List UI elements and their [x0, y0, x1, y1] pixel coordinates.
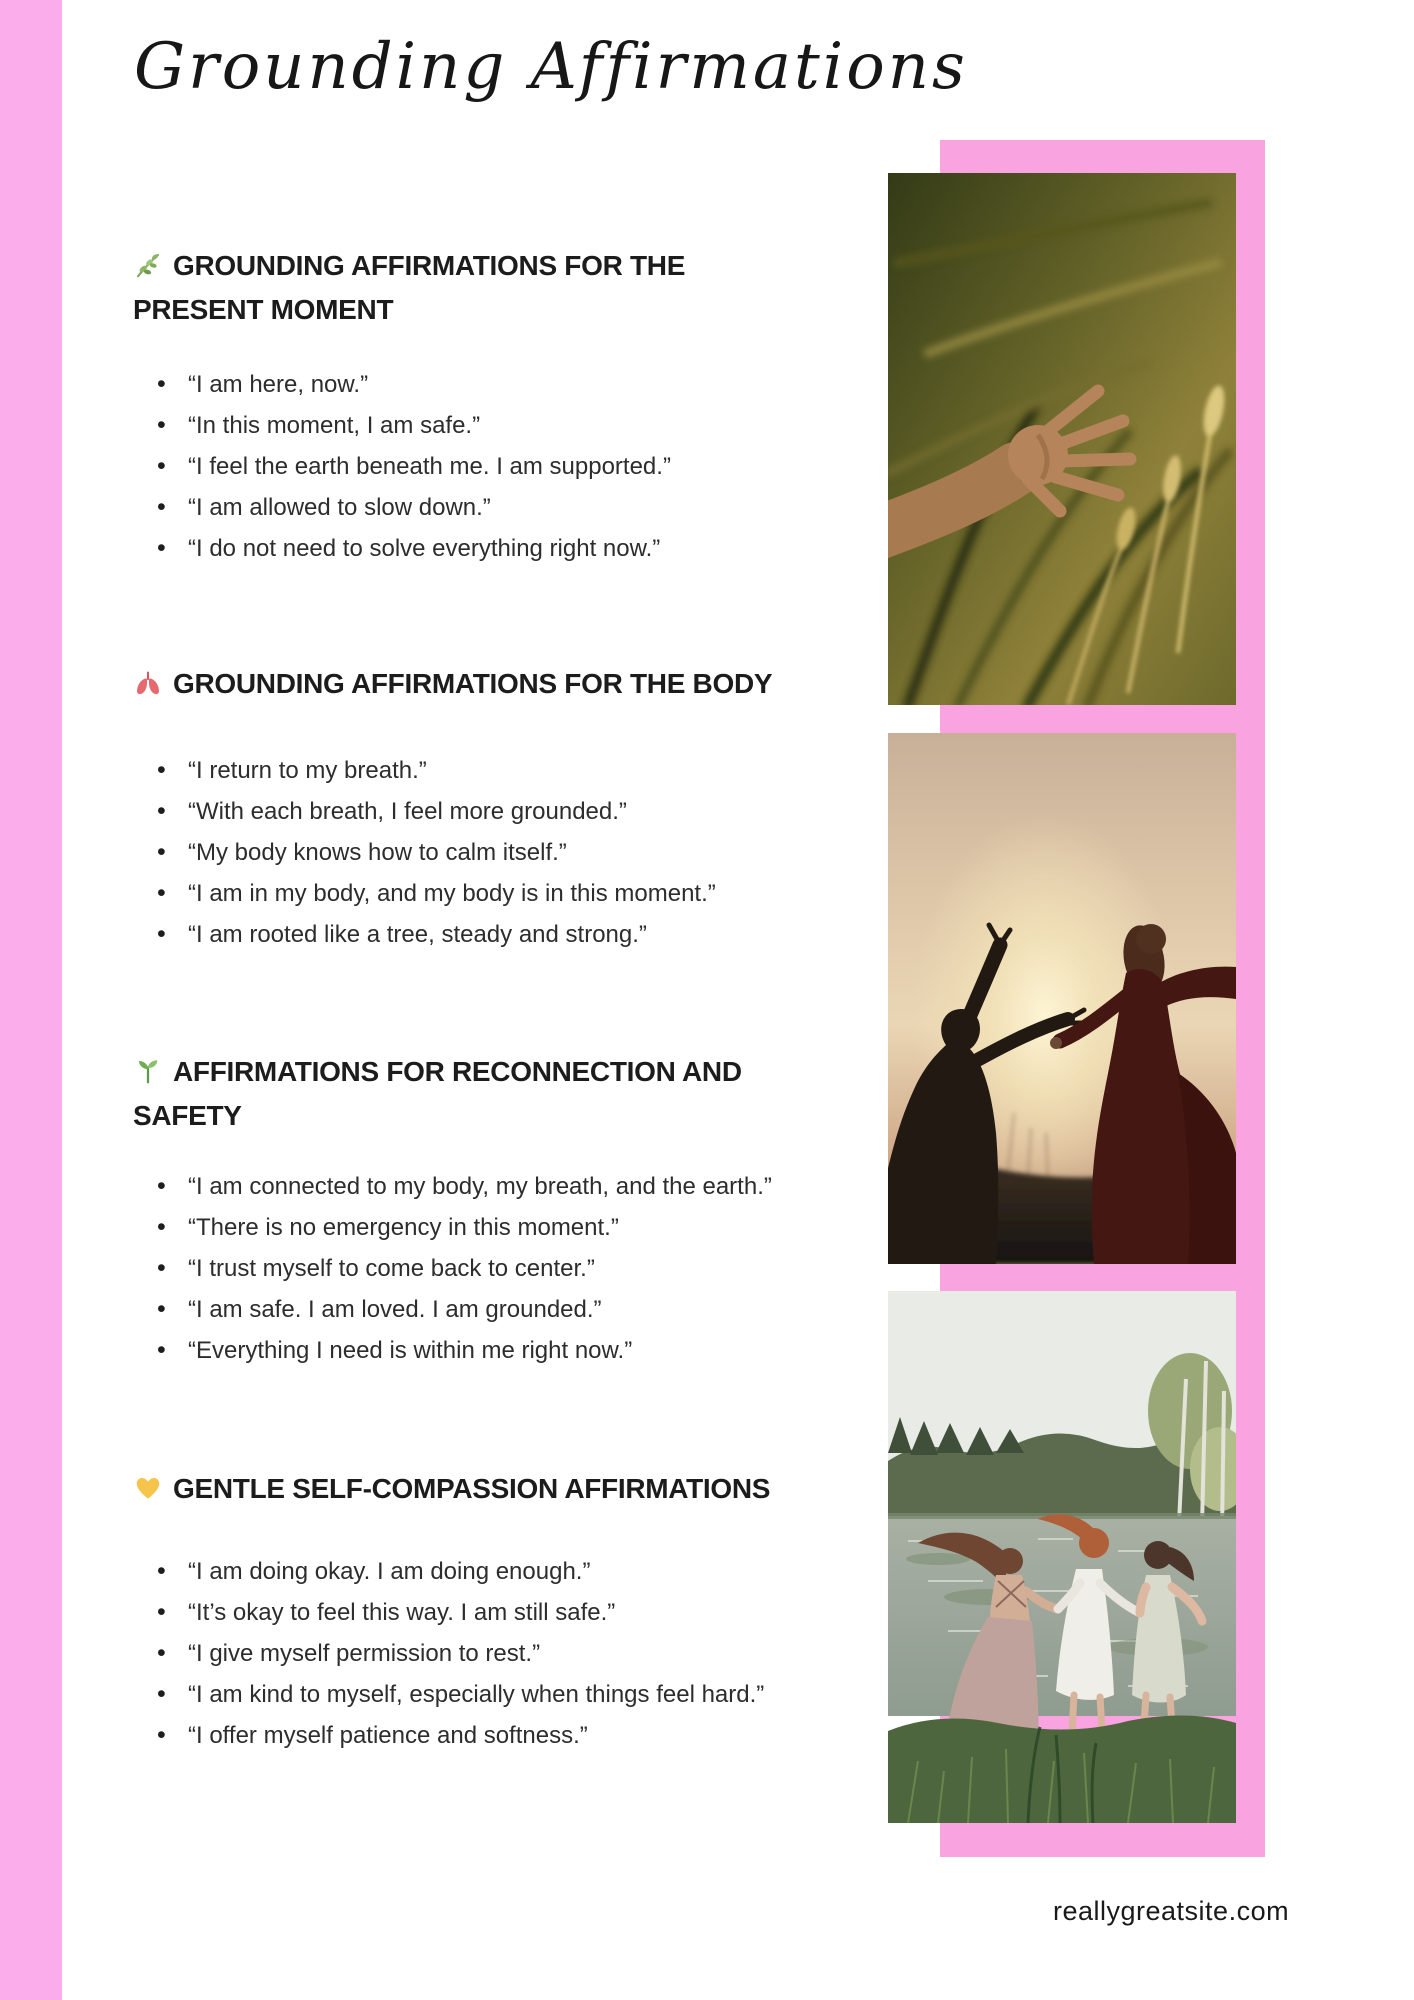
affirmation-item: • “I am rooted like a tree, steady and strong.” — [133, 914, 778, 955]
affirmation-item: • “There is no emergency in this moment.” — [133, 1207, 778, 1248]
affirmation-item: • “I feel the earth beneath me. I am supported.” — [133, 446, 778, 487]
section-reconnection-safety — [133, 1050, 793, 1371]
affirmation-item: • “I am safe. I am loved. I am grounded.” — [133, 1289, 778, 1330]
affirmation-item: • “I trust myself to come back to center.” — [133, 1248, 778, 1289]
affirmation-item: • “In this moment, I am safe.” — [133, 405, 778, 446]
section-self-compassion — [133, 1467, 793, 1756]
affirmation-item: • “I am allowed to slow down.” — [133, 487, 778, 528]
affirmation-item: • “I am kind to myself, especially when things feel hard.” — [133, 1674, 778, 1715]
photo-hand-in-golden-grass — [888, 173, 1236, 705]
affirmation-list — [133, 1551, 778, 1756]
section-title: AFFIRMATIONS FOR RECONNECTION AND SAFETY — [133, 1056, 742, 1131]
affirmation-item: • “With each breath, I feel more grounded.” — [133, 791, 778, 832]
lungs-icon — [133, 668, 163, 698]
affirmation-item: • “I am connected to my body, my breath, and the earth.” — [133, 1166, 778, 1207]
affirmation-list — [133, 364, 778, 569]
affirmation-item: • “It’s okay to feel this way. I am still safe.” — [133, 1592, 778, 1633]
affirmation-list — [133, 1166, 778, 1371]
affirmation-item: • “I am in my body, and my body is in this moment.” — [133, 873, 778, 914]
website-footer: reallygreatsite.com — [1053, 1896, 1290, 1926]
section-title: GROUNDING AFFIRMATIONS FOR THE PRESENT MOMENT — [133, 250, 686, 325]
section-title: GROUNDING AFFIRMATIONS FOR THE BODY — [173, 668, 773, 699]
herb-icon — [133, 250, 163, 280]
affirmation-item: • “I do not need to solve everything right now.” — [133, 528, 778, 569]
affirmation-item: • “I offer myself patience and softness.” — [133, 1715, 778, 1756]
section-heading — [133, 1050, 793, 1138]
affirmation-item: • “I return to my breath.” — [133, 750, 778, 791]
section-body — [133, 662, 793, 955]
affirmation-item: • “My body knows how to calm itself.” — [133, 832, 778, 873]
seedling-icon — [133, 1056, 163, 1086]
section-present-moment — [133, 244, 793, 569]
affirmation-item: • “Everything I need is within me right now.” — [133, 1330, 778, 1371]
section-heading — [133, 244, 793, 332]
affirmation-item: • “I am doing okay. I am doing enough.” — [133, 1551, 778, 1592]
affirmation-list — [133, 750, 778, 955]
section-heading — [133, 662, 793, 706]
page-title: Grounding Affirmations — [134, 30, 968, 104]
section-heading — [133, 1467, 793, 1511]
yellow-heart-icon — [133, 1473, 163, 1503]
section-title: GENTLE SELF-COMPASSION AFFIRMATIONS — [173, 1473, 771, 1504]
photo-lake-circle-dance — [888, 1291, 1236, 1823]
photo-sunset-dancers — [888, 733, 1236, 1264]
affirmation-item: • “I give myself permission to rest.” — [133, 1633, 778, 1674]
affirmation-item: • “I am here, now.” — [133, 364, 778, 405]
